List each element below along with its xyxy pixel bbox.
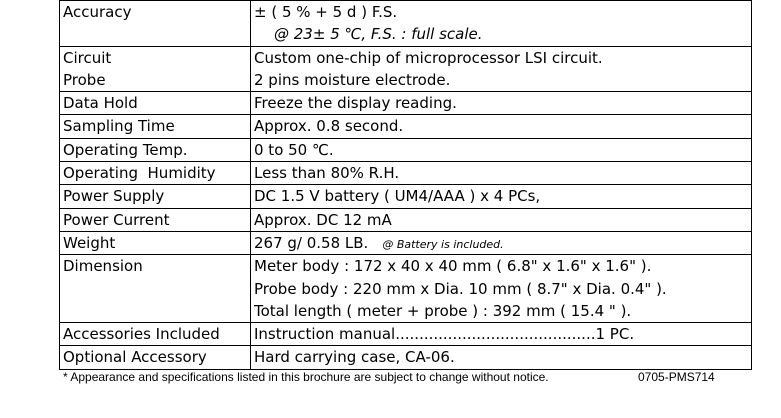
- spec-label-cell: [60, 231, 251, 254]
- spec-value: Hard carrying case, CA-06.: [254, 348, 455, 367]
- spec-label-cell: [60, 346, 251, 369]
- spec-label: Sampling Time: [63, 117, 175, 136]
- spec-label: Weight: [63, 233, 116, 252]
- spec-row-data-hold: [60, 92, 752, 115]
- spec-value: DC 1.5 V battery ( UM4/AAA ) x 4 PCs,: [254, 187, 541, 206]
- spec-row-optional-accessory: [60, 346, 752, 369]
- spec-row-weight: [60, 231, 752, 254]
- spec-value-cell: [251, 46, 752, 92]
- spec-row-accessories-included: [60, 323, 752, 346]
- spec-value: Meter body : 172 x 40 x 40 mm ( 6.8" x 1.6" x 1.6" ).: [254, 257, 652, 276]
- spec-label: Accuracy: [63, 3, 132, 21]
- spec-value-cell: [251, 346, 752, 369]
- spec-label: Probe: [63, 70, 106, 89]
- spec-label: Data Hold: [63, 94, 138, 113]
- battery-note: @ Battery is included.: [382, 237, 504, 251]
- spec-row-operating-temp: [60, 138, 752, 161]
- spec-value: 267 g/ 0.58 LB.: [254, 233, 369, 252]
- spec-row-power-current: [60, 208, 752, 231]
- spec-value: 2 pins moisture electrode.: [254, 70, 451, 89]
- spec-label: Operating Temp.: [63, 140, 188, 159]
- spec-row-dimension: [60, 255, 752, 323]
- spec-label-cell: [60, 185, 251, 208]
- spec-value-cell: [251, 162, 752, 185]
- spec-label-cell: [60, 92, 251, 115]
- spec-label-cell: [60, 208, 251, 231]
- spec-label: Dimension: [63, 257, 143, 276]
- spec-row-power-supply: [60, 185, 752, 208]
- spec-label-cell: [60, 323, 251, 346]
- spec-value: Instruction manual..........................................1 PC.: [254, 325, 635, 344]
- spec-label: Operating Humidity: [63, 164, 216, 183]
- spec-value: Approx. DC 12 mA: [254, 210, 392, 229]
- spec-value-cell: [251, 138, 752, 161]
- spec-value-cell: [251, 92, 752, 115]
- spec-value-cell: [251, 115, 752, 138]
- spec-value: Probe body : 220 mm x Dia. 10 mm ( 8.7" x Dia. 0.4" ).: [254, 279, 667, 298]
- spec-label-cell: [60, 1, 251, 47]
- spec-value-cell: [251, 231, 752, 254]
- spec-value: Less than 80% R.H.: [254, 164, 400, 183]
- spec-value: ± ( 5 % + 5 d ) F.S.: [254, 3, 398, 21]
- spec-value: Freeze the display reading.: [254, 94, 457, 113]
- footer: [63, 369, 723, 385]
- spec-label-cell: [60, 115, 251, 138]
- spec-value-cell: [251, 208, 752, 231]
- spec-row-circuit-probe: [60, 46, 752, 92]
- spec-row-operating-humidity: [60, 162, 752, 185]
- spec-label: Circuit: [63, 48, 112, 67]
- spec-row-accuracy: [60, 1, 752, 47]
- spec-value: Custom one-chip of microprocessor LSI circuit.: [254, 48, 603, 67]
- spec-label-cell: [60, 162, 251, 185]
- spec-label-cell: [60, 46, 251, 92]
- model-code: 0705-PMS714: [638, 370, 715, 384]
- spec-value: 0 to 50 ℃.: [254, 140, 334, 159]
- spec-value-line: [254, 232, 751, 254]
- spec-value-cell: [251, 1, 752, 47]
- spec-label: Optional Accessory: [63, 348, 207, 367]
- spec-value: Total length ( meter + probe ) : 392 mm ( 15.4 " ).: [254, 301, 632, 320]
- spec-value-cell: [251, 323, 752, 346]
- spec-label: Power Current: [63, 210, 170, 229]
- spec-label: Accessories Included: [63, 325, 220, 344]
- disclaimer-text: * Appearance and specifications listed in this brochure are subject to change without notice.: [63, 370, 549, 384]
- spec-label: Power Supply: [63, 187, 165, 206]
- spec-value-cell: [251, 255, 752, 323]
- spec-value-cell: [251, 185, 752, 208]
- specification-table: [59, 0, 752, 370]
- spec-value: Approx. 0.8 second.: [254, 117, 404, 136]
- spec-label-cell: [60, 138, 251, 161]
- spec-row-sampling-time: [60, 115, 752, 138]
- spec-label-cell: [60, 255, 251, 323]
- spec-value-note: @ 23± 5 ℃, F.S. : full scale.: [274, 25, 483, 44]
